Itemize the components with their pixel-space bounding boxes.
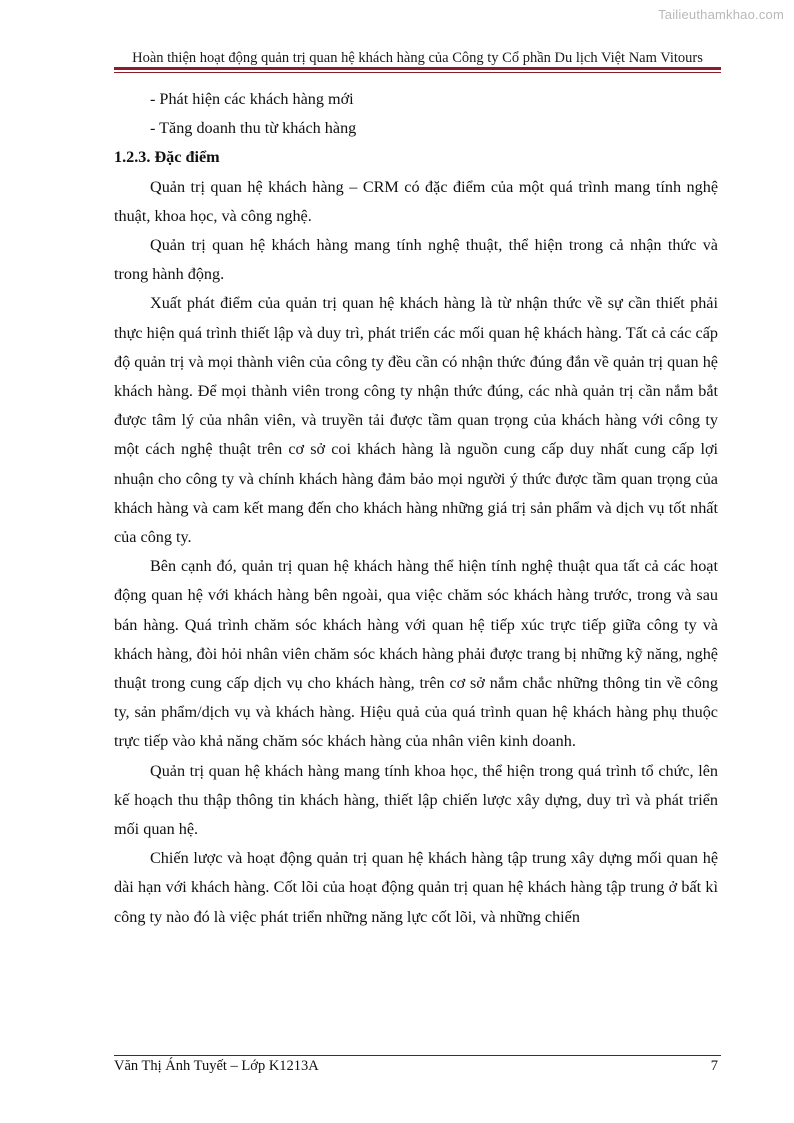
- footer-author: Văn Thị Ánh Tuyết – Lớp K1213A: [114, 1058, 319, 1074]
- page-body: [114, 85, 718, 932]
- header-divider-thick: [114, 67, 721, 70]
- page-number: 7: [710, 1058, 718, 1074]
- paragraph: Quản trị quan hệ khách hàng – CRM có đặc điểm của một quá trình mang tính nghệ thuật, khoa học, và công nghệ.: [114, 177, 718, 225]
- paragraph: Chiến lược và hoạt động quản trị quan hệ khách hàng tập trung xây dựng mối quan hệ dài hạn với khách hàng. Cốt lõi của hoạt động quản trị quan hệ khách hàng tập trung ở bất kì công ty nào đó là việc phát triển những năng lực cốt lõi, và những chiến: [114, 849, 718, 926]
- paragraph: Bên cạnh đó, quản trị quan hệ khách hàng thể hiện tính nghệ thuật qua tất cả các hoạt động quan hệ với khách hàng bên ngoài, qua việc chăm sóc khách hàng trước, trong và sau bán hàng. Quá trình chăm sóc khách hàng với quan hệ tiếp xúc trực tiếp giữa công ty và khách hàng, đòi hỏi nhân viên chăm sóc khách hàng phải được trang bị những kỹ năng, nghệ thuật trong cung cấp dịch vụ cho khách hàng, trên cơ sở nắm chắc những thông tin về công ty, sản phẩm/dịch vụ và khách hàng. Hiệu quả của quá trình quan hệ khách hàng phụ thuộc trực tiếp vào khả năng chăm sóc khách hàng của nhân viên kinh doanh.: [114, 557, 718, 751]
- bullet-item: - Phát hiện các khách hàng mới: [150, 90, 354, 108]
- section-heading: 1.2.3. Đặc điểm: [114, 148, 220, 167]
- bullet-item: - Tăng doanh thu từ khách hàng: [150, 119, 357, 138]
- paragraph: Xuất phát điểm của quản trị quan hệ khách hàng là từ nhận thức về sự cần thiết phải thực hiện quá trình thiết lập và duy trì, phát triển các mối quan hệ khách hàng. Tất cả các cấp độ quản trị và mọi thành viên của công ty đều cần có nhận thức đúng đắn về quản trị quan hệ khách hàng. Để mọi thành viên trong công ty nhận thức đúng, các nhà quản trị cần nắm bắt được tâm lý của nhân viên, và truyền tải được tầm quan trọng của khách hàng với công ty một cách nghệ thuật trên cơ sở coi khách hàng là nguồn cung cấp duy nhất cung cấp lợi nhuận cho công ty và chính khách hàng đảm bảo mọi người ý thức được tầm quan trọng của khách hàng và cam kết mang đến cho khách hàng những giá trị sản phẩm và dịch vụ tốt nhất của công ty.: [114, 294, 718, 547]
- paragraph: Quản trị quan hệ khách hàng mang tính nghệ thuật, thể hiện trong cả nhận thức và trong hành động.: [114, 236, 718, 284]
- paragraph: Quản trị quan hệ khách hàng mang tính khoa học, thể hiện trong quá trình tổ chức, lên kế hoạch thu thập thông tin khách hàng, thiết lập chiến lược xây dựng, duy trì và phát triển mối quan hệ.: [114, 761, 718, 839]
- footer-divider: [114, 1055, 721, 1056]
- running-header: Hoàn thiện hoạt động quản trị quan hệ khách hàng của Công ty Cổ phần Du lịch Việt Nam Vitours: [132, 50, 703, 66]
- watermark-text: Tailieuthamkhao.com: [658, 7, 784, 22]
- header-divider-thin: [114, 72, 721, 73]
